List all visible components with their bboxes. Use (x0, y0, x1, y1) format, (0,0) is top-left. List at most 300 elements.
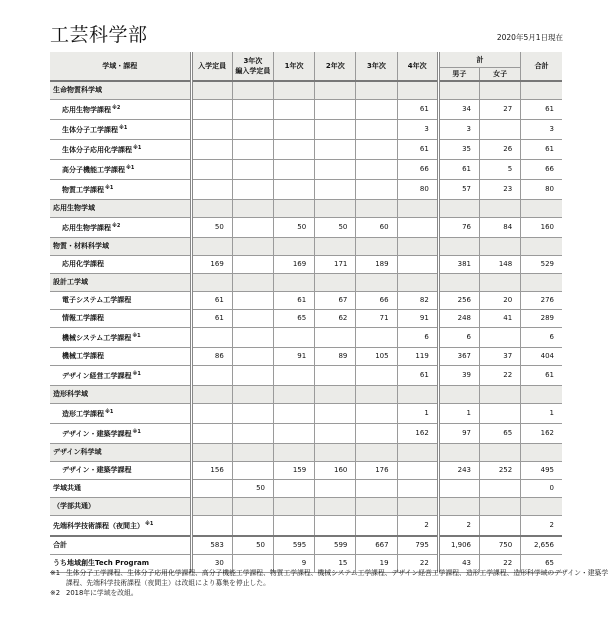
cell-female: 65 (480, 424, 521, 444)
cell-total: 495 (521, 462, 562, 480)
cell-year2 (315, 386, 356, 404)
cell-year2 (315, 238, 356, 256)
cell-female: 20 (480, 292, 521, 310)
cell-total (521, 498, 562, 516)
row-label (50, 462, 191, 480)
row-label-text: 応用化学課程 (62, 260, 104, 268)
table-row (50, 100, 562, 120)
cell-year1: 61 (273, 292, 314, 310)
row-label (50, 310, 191, 328)
cell-admission-capacity: 30 (191, 555, 232, 573)
cell-year2: 171 (315, 256, 356, 274)
cell-year4: 119 (397, 348, 438, 366)
cell-total: 2 (521, 516, 562, 537)
cell-transfer-capacity (232, 140, 273, 160)
cell-year4 (397, 238, 438, 256)
cell-total (521, 444, 562, 462)
cell-transfer-capacity: 50 (232, 536, 273, 555)
cell-transfer-capacity (232, 256, 273, 274)
row-label (50, 256, 191, 274)
cell-admission-capacity: 169 (191, 256, 232, 274)
table-row (50, 218, 562, 238)
cell-female (480, 386, 521, 404)
cell-year1: 65 (273, 310, 314, 328)
cell-admission-capacity (191, 274, 232, 292)
cell-year1 (273, 444, 314, 462)
header-male: 男子 (438, 68, 479, 82)
cell-year2 (315, 160, 356, 180)
cell-year3 (356, 160, 397, 180)
cell-year1 (273, 328, 314, 348)
cell-year4 (397, 256, 438, 274)
cell-total: 1 (521, 404, 562, 424)
cell-total: 160 (521, 218, 562, 238)
cell-total (521, 238, 562, 256)
row-label-text: 物質・材料科学域 (53, 242, 109, 250)
cell-year2: 15 (315, 555, 356, 573)
row-label (50, 328, 191, 348)
cell-year4 (397, 444, 438, 462)
cell-year2 (315, 366, 356, 386)
row-label-text: 合計 (53, 541, 67, 549)
table-row (50, 310, 562, 328)
cell-female (480, 238, 521, 256)
header-female: 女子 (480, 68, 521, 82)
cell-year1 (273, 120, 314, 140)
cell-total (521, 81, 562, 100)
cell-admission-capacity (191, 366, 232, 386)
cell-year4: 61 (397, 140, 438, 160)
row-label-text: 物質工学課程 (62, 186, 104, 194)
table-body (50, 81, 562, 573)
cell-admission-capacity: 86 (191, 348, 232, 366)
row-label-text: 設計工学域 (53, 278, 88, 286)
cell-year3 (356, 424, 397, 444)
cell-year3: 66 (356, 292, 397, 310)
cell-total: 529 (521, 256, 562, 274)
cell-admission-capacity (191, 180, 232, 200)
cell-year1 (273, 238, 314, 256)
cell-year3: 189 (356, 256, 397, 274)
cell-male: 248 (438, 310, 479, 328)
cell-year2 (315, 404, 356, 424)
row-label-text: 生命物質科学域 (53, 86, 102, 94)
table-row (50, 292, 562, 310)
cell-total: 80 (521, 180, 562, 200)
cell-year1 (273, 160, 314, 180)
cell-male (438, 238, 479, 256)
table-header (50, 52, 562, 81)
cell-transfer-capacity (232, 180, 273, 200)
cell-year4: 80 (397, 180, 438, 200)
cell-year4: 3 (397, 120, 438, 140)
cell-year4 (397, 200, 438, 218)
cell-year3: 105 (356, 348, 397, 366)
footnote-text: 2018年に学域を改組。 (66, 589, 138, 597)
row-label-text: 造形工学課程 (62, 410, 104, 418)
domain-row (50, 274, 562, 292)
cell-year4: 162 (397, 424, 438, 444)
table-row (50, 328, 562, 348)
row-label (50, 424, 191, 444)
footnote-text: 生体分子工学課程、生体分子応用化学課程、高分子機能工学課程、物質工学課程、機械システム工学課程、デザイン経営工学課程、造形工学課程、造形科学域のデザイン・建築学課程、先端科学技術課程（夜間主）は改組により募集を停止した。 (66, 569, 609, 587)
row-label-text: 情報工学課程 (62, 314, 104, 322)
cell-male: 381 (438, 256, 479, 274)
row-label-text: 高分子機能工学課程 (62, 166, 125, 174)
header-subtotal: 計 (438, 52, 520, 68)
cell-transfer-capacity (232, 200, 273, 218)
cell-total: 404 (521, 348, 562, 366)
cell-transfer-capacity (232, 424, 273, 444)
row-label-text: 先端科学技術課程（夜間主） (53, 522, 144, 530)
cell-year3: 667 (356, 536, 397, 555)
cell-transfer-capacity (232, 218, 273, 238)
cell-transfer-capacity (232, 498, 273, 516)
cell-year2: 160 (315, 462, 356, 480)
domain-row (50, 444, 562, 462)
cell-year4: 82 (397, 292, 438, 310)
header-year1: 1年次 (273, 52, 314, 81)
cell-male: 3 (438, 120, 479, 140)
footnote-ref: ※1 (126, 165, 135, 171)
domain-row (50, 386, 562, 404)
table-row (50, 480, 562, 498)
cell-transfer-capacity (232, 81, 273, 100)
cell-admission-capacity: 583 (191, 536, 232, 555)
cell-female (480, 81, 521, 100)
row-label-text: （学部共通） (53, 502, 95, 510)
cell-admission-capacity (191, 516, 232, 537)
cell-year2 (315, 81, 356, 100)
cell-male: 61 (438, 160, 479, 180)
row-label (50, 81, 191, 100)
header-transfer-capacity (232, 52, 273, 81)
cell-female: 26 (480, 140, 521, 160)
domain-row (50, 200, 562, 218)
cell-male: 243 (438, 462, 479, 480)
cell-female: 27 (480, 100, 521, 120)
cell-year2: 62 (315, 310, 356, 328)
cell-male: 57 (438, 180, 479, 200)
table-row (50, 120, 562, 140)
row-label (50, 238, 191, 256)
cell-year3: 60 (356, 218, 397, 238)
cell-year4 (397, 81, 438, 100)
cell-year4: 61 (397, 366, 438, 386)
cell-year2 (315, 516, 356, 537)
cell-admission-capacity: 61 (191, 310, 232, 328)
cell-admission-capacity (191, 480, 232, 498)
cell-year3 (356, 140, 397, 160)
cell-female: 41 (480, 310, 521, 328)
cell-transfer-capacity (232, 274, 273, 292)
cell-admission-capacity (191, 238, 232, 256)
row-label (50, 292, 191, 310)
page-title: 工芸科学部 (50, 24, 148, 46)
cell-year1: 91 (273, 348, 314, 366)
cell-year3 (356, 444, 397, 462)
table-row (50, 180, 562, 200)
header-total: 合計 (521, 52, 562, 81)
row-label-text: デザイン・建築学課程 (62, 430, 132, 438)
footnote-2 (50, 588, 613, 598)
cell-admission-capacity (191, 200, 232, 218)
as-of-date: 2020年5月1日現在 (496, 33, 563, 42)
cell-female (480, 516, 521, 537)
cell-year4: 61 (397, 100, 438, 120)
cell-total (521, 274, 562, 292)
footnote-ref: ※1 (145, 521, 154, 527)
cell-transfer-capacity (232, 160, 273, 180)
cell-year1 (273, 81, 314, 100)
cell-female: 23 (480, 180, 521, 200)
cell-admission-capacity (191, 498, 232, 516)
cell-year3 (356, 200, 397, 218)
cell-female: 5 (480, 160, 521, 180)
cell-transfer-capacity (232, 444, 273, 462)
cell-female (480, 328, 521, 348)
cell-admission-capacity (191, 120, 232, 140)
cell-male: 2 (438, 516, 479, 537)
cell-year3 (356, 180, 397, 200)
cell-year2: 67 (315, 292, 356, 310)
row-label (50, 516, 191, 537)
cell-year3: 176 (356, 462, 397, 480)
footnote-ref: ※1 (132, 371, 141, 377)
cell-year3 (356, 81, 397, 100)
cell-year3 (356, 274, 397, 292)
cell-year1 (273, 516, 314, 537)
cell-admission-capacity (191, 160, 232, 180)
cell-total: 61 (521, 140, 562, 160)
cell-year1 (273, 404, 314, 424)
footnotes (50, 568, 613, 598)
table-row (50, 256, 562, 274)
row-label (50, 218, 191, 238)
cell-year3 (356, 100, 397, 120)
cell-year4 (397, 274, 438, 292)
cell-year2: 50 (315, 218, 356, 238)
cell-year3 (356, 498, 397, 516)
row-label-text: 生体分子工学課程 (62, 126, 118, 134)
cell-year1: 595 (273, 536, 314, 555)
header-year4: 4年次 (397, 52, 438, 81)
row-label (50, 160, 191, 180)
cell-year2 (315, 180, 356, 200)
cell-male (438, 81, 479, 100)
cell-year4: 91 (397, 310, 438, 328)
footnote-ref: ※1 (132, 333, 141, 339)
cell-total: 66 (521, 160, 562, 180)
cell-year4 (397, 218, 438, 238)
cell-year1 (273, 366, 314, 386)
row-label-text: 応用生物学課程 (62, 106, 111, 114)
cell-male: 1 (438, 404, 479, 424)
cell-male: 43 (438, 555, 479, 573)
cell-male (438, 498, 479, 516)
cell-year2 (315, 480, 356, 498)
cell-male: 1,906 (438, 536, 479, 555)
row-label-text: 生体分子応用化学課程 (62, 146, 132, 154)
cell-transfer-capacity (232, 404, 273, 424)
cell-female: 252 (480, 462, 521, 480)
cell-transfer-capacity (232, 120, 273, 140)
cell-year2 (315, 498, 356, 516)
cell-year2 (315, 328, 356, 348)
cell-admission-capacity (191, 81, 232, 100)
footnote-mark: ※1 (50, 569, 61, 577)
header-year3: 3年次 (356, 52, 397, 81)
cell-year2: 599 (315, 536, 356, 555)
footnote-ref: ※1 (132, 429, 141, 435)
cell-transfer-capacity (232, 366, 273, 386)
cell-total: 276 (521, 292, 562, 310)
row-label (50, 180, 191, 200)
footnote-ref: ※2 (112, 223, 121, 229)
domain-row (50, 81, 562, 100)
cell-year1 (273, 498, 314, 516)
cell-female: 84 (480, 218, 521, 238)
cell-year2 (315, 444, 356, 462)
cell-transfer-capacity (232, 516, 273, 537)
cell-female (480, 480, 521, 498)
footnote-1 (50, 568, 613, 588)
cell-year1: 159 (273, 462, 314, 480)
footnote-ref: ※1 (119, 125, 128, 131)
cell-year1 (273, 424, 314, 444)
header-admission-capacity: 入学定員 (191, 52, 232, 81)
cell-total: 61 (521, 366, 562, 386)
cell-male (438, 480, 479, 498)
row-label (50, 100, 191, 120)
cell-year1: 9 (273, 555, 314, 573)
cell-admission-capacity (191, 404, 232, 424)
cell-total: 0 (521, 480, 562, 498)
cell-year1 (273, 140, 314, 160)
cell-year1 (273, 274, 314, 292)
cell-year4: 6 (397, 328, 438, 348)
cell-total (521, 386, 562, 404)
row-label-text: デザイン科学域 (53, 448, 102, 456)
cell-admission-capacity (191, 424, 232, 444)
cell-admission-capacity (191, 100, 232, 120)
header-year2: 2年次 (315, 52, 356, 81)
cell-year4: 22 (397, 555, 438, 573)
cell-female (480, 444, 521, 462)
total-row (50, 536, 562, 555)
cell-total: 289 (521, 310, 562, 328)
cell-transfer-capacity (232, 462, 273, 480)
cell-female (480, 200, 521, 218)
cell-year2 (315, 140, 356, 160)
footnote-ref: ※2 (112, 105, 121, 111)
cell-year3: 19 (356, 555, 397, 573)
cell-year3 (356, 404, 397, 424)
domain-row (50, 498, 562, 516)
cell-total: 61 (521, 100, 562, 120)
cell-male: 76 (438, 218, 479, 238)
cell-year2 (315, 274, 356, 292)
cell-total: 2,656 (521, 536, 562, 555)
header-transfer-line2: 編入学定員 (235, 67, 271, 75)
cell-year2: 89 (315, 348, 356, 366)
row-label (50, 498, 191, 516)
cell-transfer-capacity (232, 100, 273, 120)
cell-year4 (397, 498, 438, 516)
table-row (50, 404, 562, 424)
cell-male: 367 (438, 348, 479, 366)
cell-admission-capacity (191, 140, 232, 160)
cell-year2 (315, 200, 356, 218)
cell-transfer-capacity (232, 292, 273, 310)
cell-transfer-capacity (232, 348, 273, 366)
footnote-ref: ※1 (133, 145, 142, 151)
cell-transfer-capacity (232, 310, 273, 328)
cell-female (480, 274, 521, 292)
cell-year1 (273, 200, 314, 218)
cell-year3 (356, 386, 397, 404)
cell-transfer-capacity: 50 (232, 480, 273, 498)
cell-male (438, 274, 479, 292)
cell-transfer-capacity (232, 238, 273, 256)
cell-admission-capacity (191, 386, 232, 404)
cell-year1: 50 (273, 218, 314, 238)
cell-year4 (397, 462, 438, 480)
row-label-text: 学域共通 (53, 484, 81, 492)
cell-total: 162 (521, 424, 562, 444)
cell-year2 (315, 120, 356, 140)
row-label-text: 電子システム工学課程 (62, 296, 132, 304)
cell-year4: 66 (397, 160, 438, 180)
cell-female: 22 (480, 555, 521, 573)
cell-male: 256 (438, 292, 479, 310)
cell-male: 6 (438, 328, 479, 348)
cell-female: 37 (480, 348, 521, 366)
cell-male: 35 (438, 140, 479, 160)
cell-female (480, 120, 521, 140)
row-label (50, 274, 191, 292)
header-label: 学域・課程 (50, 52, 191, 81)
row-label (50, 404, 191, 424)
row-label-text: 造形科学域 (53, 390, 88, 398)
table-row (50, 140, 562, 160)
row-label (50, 386, 191, 404)
cell-female (480, 498, 521, 516)
cell-admission-capacity: 156 (191, 462, 232, 480)
cell-admission-capacity: 50 (191, 218, 232, 238)
domain-row (50, 238, 562, 256)
row-label (50, 480, 191, 498)
row-label-text: 応用生物学域 (53, 204, 95, 212)
cell-total (521, 200, 562, 218)
cell-total: 3 (521, 120, 562, 140)
header-transfer-line1: 3年次 (243, 57, 263, 65)
row-label-text: 応用生物学課程 (62, 224, 111, 232)
cell-year3 (356, 120, 397, 140)
table-row (50, 160, 562, 180)
table-row (50, 424, 562, 444)
cell-year2 (315, 100, 356, 120)
cell-female: 750 (480, 536, 521, 555)
row-label (50, 348, 191, 366)
cell-total: 6 (521, 328, 562, 348)
footnote-ref: ※1 (105, 185, 114, 191)
cell-year1 (273, 180, 314, 200)
row-label (50, 120, 191, 140)
row-label (50, 200, 191, 218)
table-row (50, 366, 562, 386)
cell-male (438, 386, 479, 404)
